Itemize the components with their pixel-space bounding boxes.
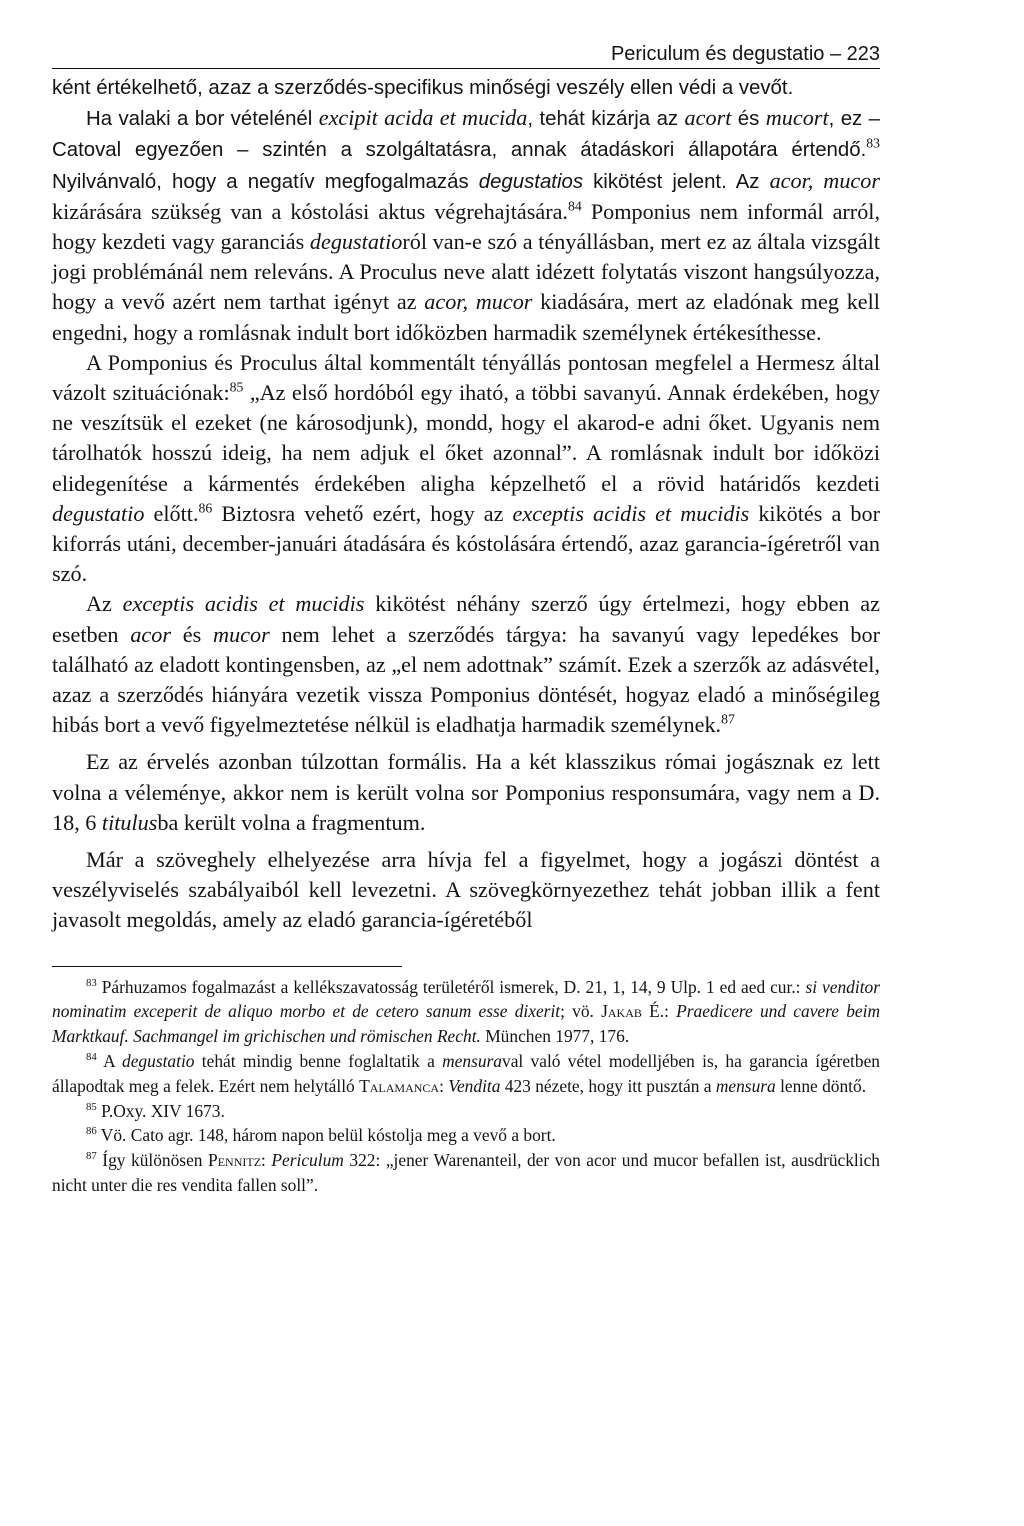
author-name: Pennitz (208, 1150, 262, 1171)
text-run: kiadására, mert az eladónak meg kell engedni, hogy a romlásnak indult bort időközben harmadik személynek értékesíthesse. (52, 289, 880, 345)
footnote-number: 83 (86, 976, 97, 989)
latin-term: mensura (715, 1075, 776, 1096)
latin-quote: si venditor nominatim exceperit de aliquo morbo et de cetero sanum esse dixerit (52, 976, 880, 1022)
text-run: előtt. (144, 500, 199, 526)
paragraph-5 (52, 845, 880, 936)
footnote-separator (52, 966, 402, 967)
latin-term: acor (130, 621, 171, 647)
text-run: kikötést néhány szerző úgy értelmezi, hogy ebben az esetben (52, 591, 880, 647)
paragraph-1 (52, 103, 880, 348)
footnote-83 (52, 975, 880, 1049)
paragraph-2 (52, 348, 880, 590)
text-run: kikötés a bor kiforrás utáni, december-januári átadására és kóstolására értendő, azaz garancia-ígéretről van szó. (52, 500, 880, 587)
text-run: : (664, 1001, 677, 1022)
text-run: München 1977, 176. (480, 1026, 630, 1047)
paragraph-4 (52, 747, 880, 838)
latin-term: titulus (101, 809, 158, 835)
latin-term: mucort (765, 105, 829, 131)
latin-phrase: excipit acida et mucida (318, 105, 528, 131)
latin-phrase: exceptis acidis et mucidis (512, 500, 750, 526)
text-run: Így különösen (96, 1150, 209, 1171)
text-run: A (96, 1051, 123, 1072)
footnote-number: 87 (86, 1150, 97, 1163)
footnote-ref-85[interactable]: 85 (229, 379, 244, 395)
text-run: Ha valaki a bor vételénél (86, 108, 319, 131)
footnote-85 (52, 1099, 880, 1124)
footnote-87 (52, 1148, 880, 1198)
latin-term: degustatio (122, 1051, 195, 1072)
text-run: ról van-e szó a tényállásban, mert ez az általa vizsgált jogi problémánál nem releváns. A Proculus neve alatt idézett folytatás viszont hangsúlyozza, hogy a vevő azért nem tarthat igényt az (52, 229, 880, 315)
text-run: kizárására szükség van a kóstolási aktus végrehajtására. (52, 198, 568, 224)
text-run: Biztosra vehető ezért, hogy az (212, 500, 513, 526)
paragraph-3 (52, 589, 880, 740)
running-title: Periculum és degustatio – 223 (610, 43, 880, 65)
latin-term: degustatios (478, 170, 584, 193)
latin-term: mucor (213, 621, 270, 647)
footnote-number: 86 (86, 1125, 97, 1138)
text-run: tehát mindig benne foglaltatik a (194, 1051, 443, 1072)
text-run: nem lehet a szerződés tárgya: ha savanyú vagy lepedékes bor található az eladott kontingensben, az „el nem adottnak” számít. Ezek a szerzők az adásvétel, azaz a szerződés hiányára vezetik vissza Pomponius döntését, hogyaz eladó a minőségileg hibás bort a vevő figyelmeztetése nélkül is eladhatja harmadik személynek. (52, 621, 881, 738)
text-run: és (731, 108, 766, 131)
text-run: Párhuzamos fogalmazást a kellékszavatosság területéről ismerek, D. 21, 1, 14, 9 Ulp. 1 ed aed cur.: (96, 976, 806, 997)
book-title: Vendita (448, 1075, 501, 1096)
text-run: ba került volna a fragmentum. (157, 809, 426, 835)
book-title: Periculum (271, 1150, 344, 1171)
text-run: Nyilvánvaló, hogy a negatív megfogalmazás (52, 170, 479, 193)
text-run: val való vétel modelljében is, ha garancia ígéretben állapodtak meg a felek. Ezért nem helytálló (52, 1051, 881, 1096)
text-run: , tehát kizárja az (527, 108, 685, 131)
text-run: A Pomponius és Proculus által kommentált tényállás pontosan megfelel a Hermesz által vázolt szituációnak: (52, 349, 880, 406)
footnote-number: 85 (86, 1100, 97, 1113)
text-run: 423 nézete, hogy itt pusztán a (500, 1075, 716, 1096)
running-header (52, 40, 880, 69)
text-run: lenne döntő. (775, 1075, 867, 1096)
book-title: Praedicere und cavere beim Marktkauf. Sachmangel im grichischen und römischen Recht. (52, 1001, 881, 1047)
latin-term: degustatio (309, 229, 403, 255)
paragraph-continuation (52, 73, 880, 103)
latin-term: mensura (442, 1051, 502, 1072)
text-run: „Az első hordóból egy iható, a többi savanyú. Annak érdekében, hogy ne veszítsük el ezeket (ne károsodjunk), mondd, hogy el akarod-e adni őket. Ugyanis nem tárolhatók hosszú ideig, ha nem adjuk el őket azonnal”. A romlásnak indult bor időközi elidegenítése a kármentés érdekében aligha képzelhető el a rövid határidős kezdeti (52, 380, 880, 496)
text-run: Pomponius nem informál arról, hogy kezdeti vagy garanciás (52, 198, 880, 255)
latin-term: acort (684, 105, 732, 131)
text-run: Az (86, 591, 123, 617)
author-name: Jakab É. (601, 1001, 665, 1022)
text-run: : (261, 1150, 272, 1171)
book-page (52, 40, 880, 1198)
latin-term: degustatio (52, 500, 145, 526)
text-run: , ez – Catoval egyezően – szintén a szolgáltatásra, annak átadáskori állapotára értendő. (52, 108, 880, 162)
footnote-ref-86[interactable]: 86 (198, 500, 213, 516)
text-run: P.Oxy. XIV 1673. (96, 1100, 225, 1121)
latin-term: acor, mucor (769, 167, 880, 193)
footnote-86 (52, 1123, 880, 1148)
footnote-ref-87[interactable]: 87 (721, 711, 735, 727)
footnote-ref-84[interactable]: 84 (567, 198, 582, 214)
main-text (52, 73, 880, 936)
latin-term: acor, mucor (424, 289, 533, 315)
footnote-84 (52, 1049, 880, 1099)
author-name: Talamanca (359, 1075, 440, 1096)
text-run: Már a szöveghely elhelyezése arra hívja fel a figyelmet, hogy a jogászi döntést a veszélyviselés szabályaiból kell levezetni. A szövegkörnyezethez tehát jobban illik a fent javasolt megoldás, amely az eladó garancia-ígéretéből (52, 847, 880, 933)
text-run: : (439, 1075, 449, 1096)
text-run: és (170, 621, 214, 647)
latin-phrase: exceptis acidis et mucidis (122, 591, 365, 617)
footnote-ref-83[interactable]: 83 (866, 136, 880, 152)
text-run: ; vö. (560, 1001, 602, 1022)
footnotes (52, 975, 880, 1198)
text-run: 322: „jener Warenanteil, der von acor und mucor befallen ist, ausdrücklich nicht unter die res vendita fallen soll”. (52, 1150, 881, 1196)
text-run: Ez az érvelés azonban túlzottan formális. Ha a két klasszikus római jogásznak ez lett volna a véleménye, akkor nem is került volna sor Pomponius responsumára, vagy nem a D. 18, 6 (52, 749, 880, 835)
text-run: ként értékelhető, azaz a szerződés-specifikus minőségi veszély ellen védi a vevőt. (52, 77, 794, 99)
text-run: kikötést jelent. Az (583, 170, 770, 193)
footnote-number: 84 (86, 1051, 97, 1064)
text-run: Vö. Cato agr. 148, három napon belül kóstolja meg a vevő a bort. (96, 1125, 556, 1146)
